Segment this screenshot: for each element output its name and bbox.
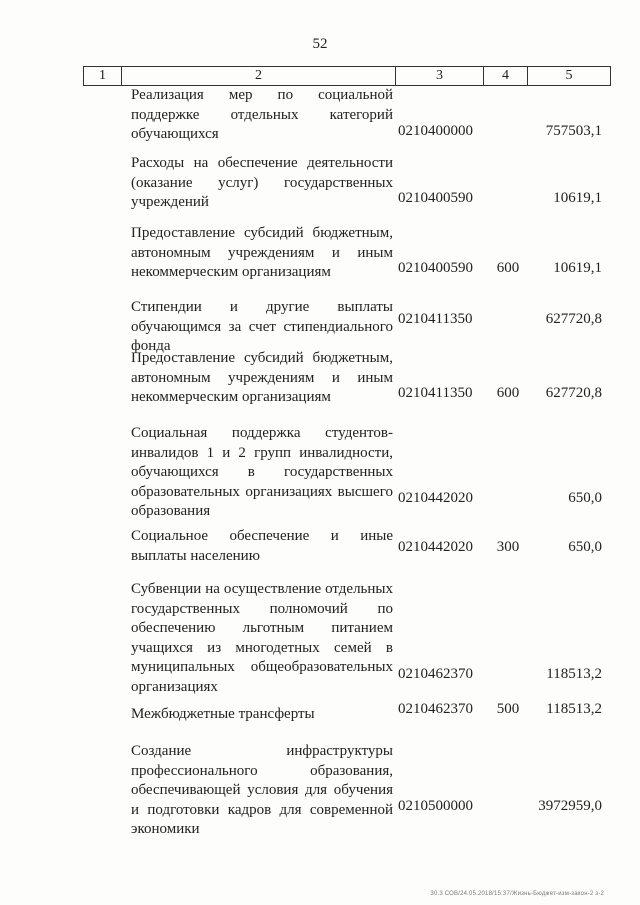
row-code: 0210400590 xyxy=(398,260,473,276)
row-amount: 10619,1 xyxy=(553,190,602,206)
row-description: Социальное обеспечение и иные выплаты населению xyxy=(131,528,393,564)
header-col-5: 5 xyxy=(528,67,611,86)
row-amount: 10619,1 xyxy=(553,260,602,276)
row-description: Расходы на обеспечение деятельности (оказание услуг) государственных учреждений xyxy=(131,155,393,210)
header-col-1: 1 xyxy=(84,67,122,86)
row-code: 0210411350 xyxy=(398,385,473,401)
row-type: 600 xyxy=(496,260,520,276)
row-amount: 757503,1 xyxy=(545,123,602,139)
row-code: 0210462370 xyxy=(398,666,473,682)
row-code: 0210400590 xyxy=(398,190,473,206)
row-type: 600 xyxy=(496,385,520,401)
row-amount: 627720,8 xyxy=(545,311,602,327)
row-code: 0210400000 xyxy=(398,123,473,139)
row-amount: 650,0 xyxy=(568,490,602,506)
row-amount: 650,0 xyxy=(568,539,602,555)
row-description: Реализация мер по социальной поддержке отдельных категорий обучающихся xyxy=(131,87,393,142)
row-description: Стипендии и другие выплаты обучающимся за счет стипендиального фонда xyxy=(131,299,393,354)
header-col-3: 3 xyxy=(396,67,484,86)
row-type: 300 xyxy=(496,539,520,555)
row-amount: 3972959,0 xyxy=(538,798,602,814)
row-amount: 627720,8 xyxy=(545,385,602,401)
column-header-table xyxy=(83,66,611,86)
header-col-2: 2 xyxy=(122,67,396,86)
row-description: Предоставление субсидий бюджетным, автономным учреждениям и иным некоммерческим организациям xyxy=(131,225,393,280)
row-description: Субвенции на осуществление отдельных государственных полномочий по обеспечению льготным питанием учащихся из многодетных семей в муниципальных общеобразовательных организациях xyxy=(131,581,393,695)
page-number: 52 xyxy=(312,36,328,52)
row-amount: 118513,2 xyxy=(546,701,602,717)
row-code: 0210411350 xyxy=(398,311,473,327)
row-type: 500 xyxy=(496,701,520,717)
row-code: 0210462370 xyxy=(398,701,473,717)
row-description: Предоставление субсидий бюджетным, автономным учреждениям и иным некоммерческим организациям xyxy=(131,350,393,405)
row-code: 0210442020 xyxy=(398,490,473,506)
row-description: Социальная поддержка студентов-инвалидов 1 и 2 групп инвалидности, обучающихся в государственных образовательных организациях высшего образования xyxy=(131,425,393,519)
document-footer-stamp: 30.3 СОВ/24.05.2018/15:37/Жизнь-Бюджет-изм-закон-2 з-2 xyxy=(430,891,604,897)
row-code: 0210442020 xyxy=(398,539,473,555)
row-code: 0210500000 xyxy=(398,798,473,814)
row-description: Создание инфраструктуры профессионального образования, обеспечивающей условия для обучения и подготовки кадров для современной экономики xyxy=(131,743,393,837)
header-col-4: 4 xyxy=(484,67,528,86)
row-amount: 118513,2 xyxy=(546,666,602,682)
row-description: Межбюджетные трансферты xyxy=(131,706,315,722)
